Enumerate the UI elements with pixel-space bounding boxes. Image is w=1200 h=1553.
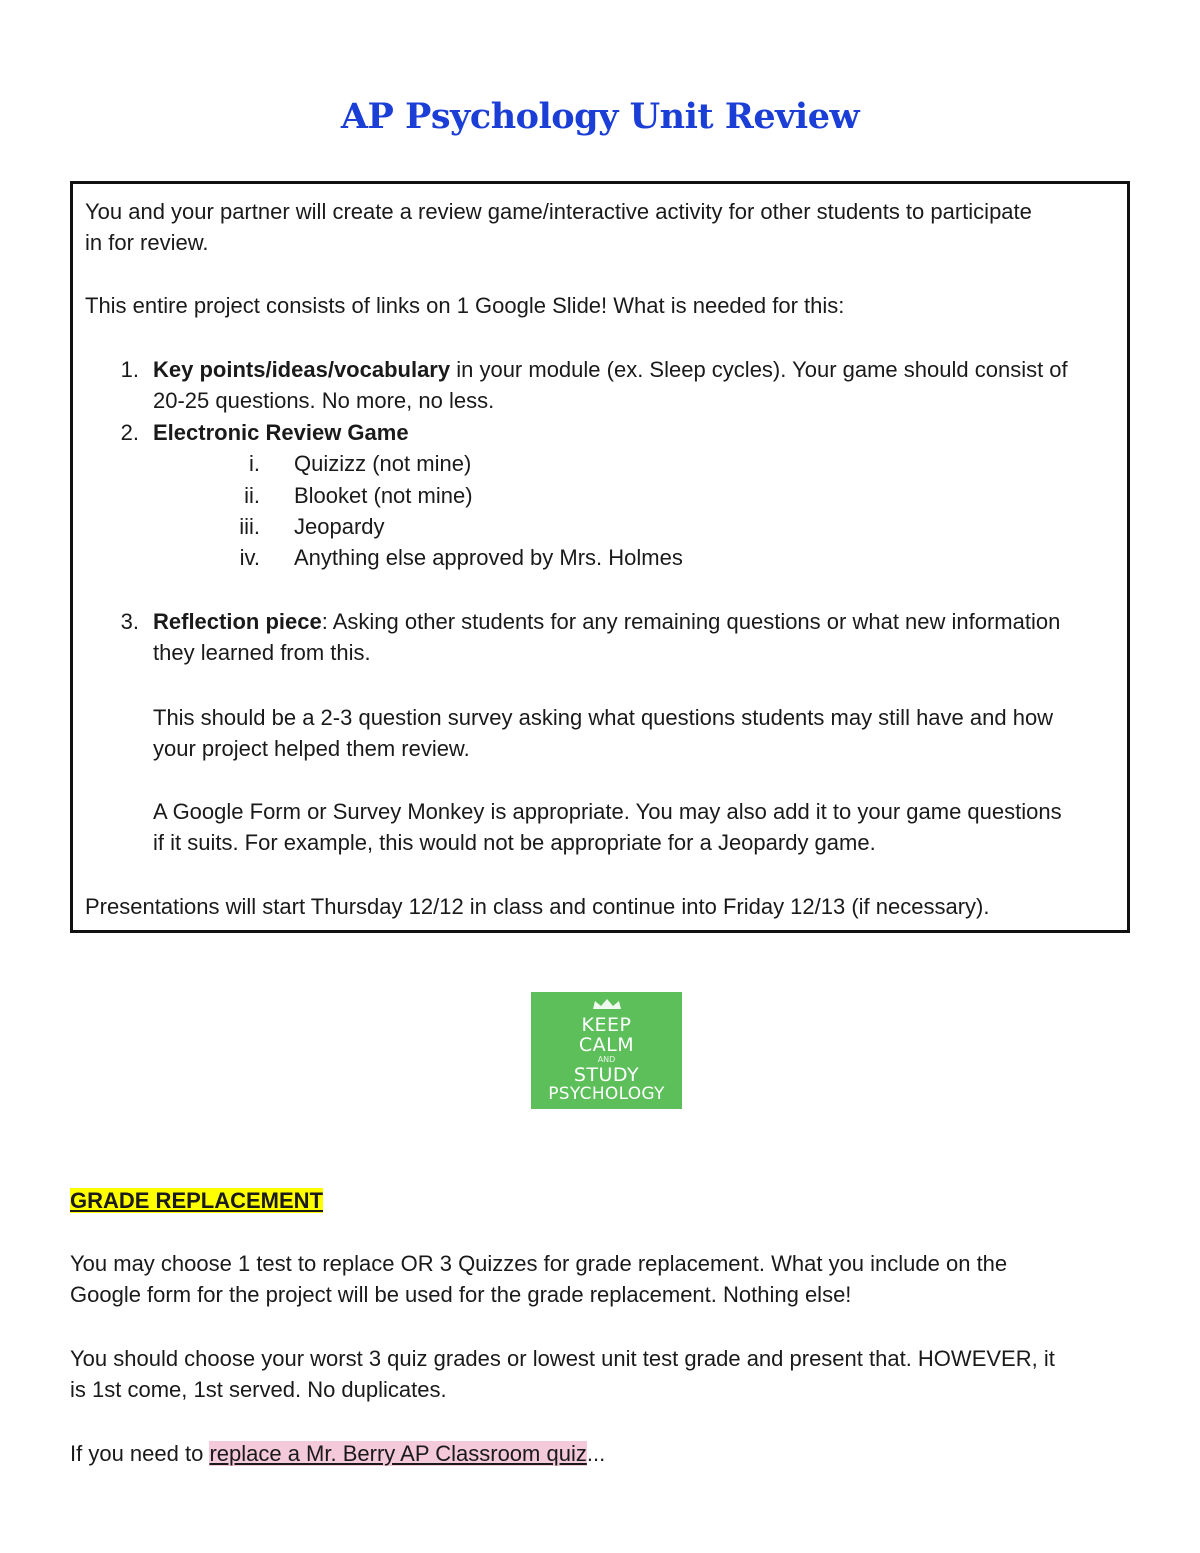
grade-p2-line-2: is 1st come, 1st served. No duplicates. <box>70 1377 447 1402</box>
instructions-box <box>70 181 1130 933</box>
item3-p3-line-1: A Google Form or Survey Monkey is appropriate. You may also add it to your game questions <box>153 799 1062 824</box>
sub-item-text: Quizizz (not mine) <box>294 451 472 476</box>
sub-item-num: iii. <box>239 514 260 539</box>
berry-quiz-link[interactable]: replace a Mr. Berry AP Classroom quiz <box>209 1441 587 1466</box>
crown-icon <box>591 998 623 1010</box>
item3-number: 3. <box>120 609 139 634</box>
item3-p2-line-1: This should be a 2-3 question survey asking what questions students may still have and how <box>153 705 1054 730</box>
item3-line-1 <box>153 606 1060 638</box>
logo-line-keep: KEEP <box>581 1014 632 1036</box>
item2-number: 2. <box>120 420 139 445</box>
sub-item-num: ii. <box>244 483 260 508</box>
grade-p3-prefix: If you need to <box>70 1441 210 1466</box>
item3-p2-line-2: your project helped them review. <box>153 736 470 761</box>
grade-p3-line <box>70 1438 605 1470</box>
item2-heading <box>153 417 409 449</box>
presentations-line: Presentations will start Thursday 12/12 in class and continue into Friday 12/13 (if necessary). <box>85 894 990 919</box>
sub-item-num: i. <box>249 451 260 476</box>
item1-line-2: 20-25 questions. No more, no less. <box>153 388 495 413</box>
page-title: AP Psychology Unit Review <box>340 96 860 137</box>
item3-bold: Reflection piece <box>153 609 322 634</box>
item3-line-2: they learned from this. <box>153 640 371 665</box>
grade-p2-line-1: You should choose your worst 3 quiz grades or lowest unit test grade and present that. HOWEVER, it <box>70 1346 1055 1371</box>
grade-heading-text: GRADE REPLACEMENT <box>70 1188 324 1213</box>
logo-line-and: AND <box>597 1055 616 1064</box>
sub-item-num: iv. <box>239 545 260 570</box>
grade-p3-suffix: ... <box>586 1441 606 1466</box>
item3-p3-line-2: if it suits. For example, this would not be appropriate for a Jeopardy game. <box>153 830 876 855</box>
item1-bold: Key points/ideas/vocabulary <box>153 357 451 382</box>
intro-line-2: in for review. <box>85 230 209 255</box>
intro-line-1: You and your partner will create a review game/interactive activity for other students to participate <box>85 199 1032 224</box>
item2-bold: Electronic Review Game <box>153 420 409 445</box>
logo-line-calm: CALM <box>578 1034 635 1056</box>
item1-number: 1. <box>120 357 139 382</box>
grade-p1-line-2: Google form for the project will be used for the grade replacement. Nothing else! <box>70 1282 852 1307</box>
item3-rest: : Asking other students for any remaining questions or what new information <box>321 609 1061 634</box>
grade-p1-line-1: You may choose 1 test to replace OR 3 Quizzes for grade replacement. What you include on the <box>70 1251 1008 1276</box>
logo-line-psychology: PSYCHOLOGY <box>548 1084 665 1104</box>
item1-line-1 <box>153 354 1068 386</box>
project-line: This entire project consists of links on 1 Google Slide! What is needed for this: <box>85 293 845 318</box>
grade-replacement-heading <box>70 1185 323 1217</box>
keep-calm-logo <box>531 992 682 1109</box>
sub-item-text: Anything else approved by Mrs. Holmes <box>294 545 683 570</box>
logo-line-study: STUDY <box>573 1064 640 1086</box>
sub-item-text: Jeopardy <box>294 514 385 539</box>
item1-rest: in your module (ex. Sleep cycles). Your game should consist of <box>450 357 1068 382</box>
sub-item-text: Blooket (not mine) <box>294 483 473 508</box>
